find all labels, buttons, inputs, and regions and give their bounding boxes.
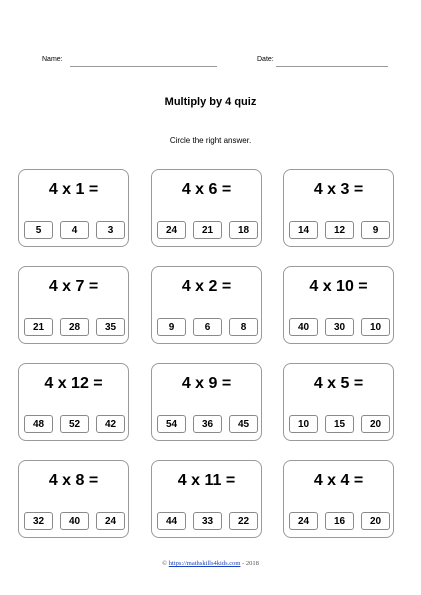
problem-text: 4 x 6 =: [181, 181, 232, 198]
problem-text: 4 x 11 =: [177, 472, 236, 489]
answer-option[interactable]: 21: [193, 221, 222, 239]
problem-text: 4 x 12 =: [44, 375, 103, 392]
answer-choices: [289, 415, 388, 433]
problem-text: 4 x 5 =: [313, 375, 364, 392]
copyright-symbol: ©: [162, 560, 168, 567]
answer-option[interactable]: 44: [157, 512, 186, 530]
question-grid: [18, 169, 403, 541]
header-row: [0, 56, 421, 70]
instructions: Circle the right answer.: [169, 136, 252, 145]
answer-option[interactable]: 28: [60, 318, 89, 336]
answer-option[interactable]: 24: [96, 512, 125, 530]
answer-option[interactable]: 8: [229, 318, 258, 336]
question-card: [151, 169, 262, 247]
question-card: [283, 460, 394, 538]
footer-year: - 2018: [242, 560, 259, 567]
answer-choices: [157, 221, 256, 239]
problem-text: 4 x 4 =: [313, 472, 364, 489]
answer-choices: [24, 318, 123, 336]
answer-option[interactable]: 3: [96, 221, 125, 239]
answer-option[interactable]: 52: [60, 415, 89, 433]
question-card: [151, 460, 262, 538]
answer-option[interactable]: 22: [229, 512, 258, 530]
answer-option[interactable]: 40: [289, 318, 318, 336]
footer-link[interactable]: https://mathskills4kids.com: [168, 560, 241, 567]
problem-text: 4 x 10 =: [309, 278, 368, 295]
answer-option[interactable]: 48: [24, 415, 53, 433]
answer-choices: [289, 318, 388, 336]
answer-option[interactable]: 15: [325, 415, 354, 433]
answer-choices: [24, 221, 123, 239]
answer-option[interactable]: 5: [24, 221, 53, 239]
answer-option[interactable]: 10: [361, 318, 390, 336]
question-card: [283, 266, 394, 344]
answer-choices: [289, 512, 388, 530]
answer-option[interactable]: 24: [157, 221, 186, 239]
problem-text: 4 x 7 =: [48, 278, 99, 295]
page-title: Multiply by 4 quiz: [164, 96, 257, 108]
answer-choices: [289, 221, 388, 239]
problem-text: 4 x 1 =: [48, 181, 99, 198]
answer-option[interactable]: 16: [325, 512, 354, 530]
answer-option[interactable]: 40: [60, 512, 89, 530]
answer-choices: [157, 415, 256, 433]
answer-option[interactable]: 4: [60, 221, 89, 239]
name-label: Name:: [42, 56, 63, 63]
answer-option[interactable]: 30: [325, 318, 354, 336]
answer-option[interactable]: 32: [24, 512, 53, 530]
date-label: Date:: [257, 56, 274, 63]
problem-text: 4 x 2 =: [181, 278, 232, 295]
answer-option[interactable]: 14: [289, 221, 318, 239]
answer-option[interactable]: 18: [229, 221, 258, 239]
name-field[interactable]: [70, 66, 217, 67]
question-card: [151, 363, 262, 441]
footer: [0, 560, 421, 567]
question-card: [18, 363, 129, 441]
question-card: [18, 266, 129, 344]
answer-option[interactable]: 9: [361, 221, 390, 239]
answer-option[interactable]: 36: [193, 415, 222, 433]
answer-option[interactable]: 54: [157, 415, 186, 433]
answer-option[interactable]: 12: [325, 221, 354, 239]
question-card: [283, 169, 394, 247]
answer-option[interactable]: 45: [229, 415, 258, 433]
answer-option[interactable]: 20: [361, 512, 390, 530]
answer-choices: [24, 512, 123, 530]
answer-option[interactable]: 6: [193, 318, 222, 336]
question-card: [283, 363, 394, 441]
answer-option[interactable]: 9: [157, 318, 186, 336]
answer-option[interactable]: 42: [96, 415, 125, 433]
problem-text: 4 x 3 =: [313, 181, 364, 198]
date-field[interactable]: [276, 66, 388, 67]
question-card: [151, 266, 262, 344]
problem-text: 4 x 8 =: [48, 472, 99, 489]
answer-choices: [157, 512, 256, 530]
question-card: [18, 169, 129, 247]
answer-option[interactable]: 24: [289, 512, 318, 530]
answer-option[interactable]: 10: [289, 415, 318, 433]
question-card: [18, 460, 129, 538]
answer-option[interactable]: 35: [96, 318, 125, 336]
answer-option[interactable]: 33: [193, 512, 222, 530]
answer-option[interactable]: 21: [24, 318, 53, 336]
answer-choices: [157, 318, 256, 336]
problem-text: 4 x 9 =: [181, 375, 232, 392]
answer-choices: [24, 415, 123, 433]
answer-option[interactable]: 20: [361, 415, 390, 433]
